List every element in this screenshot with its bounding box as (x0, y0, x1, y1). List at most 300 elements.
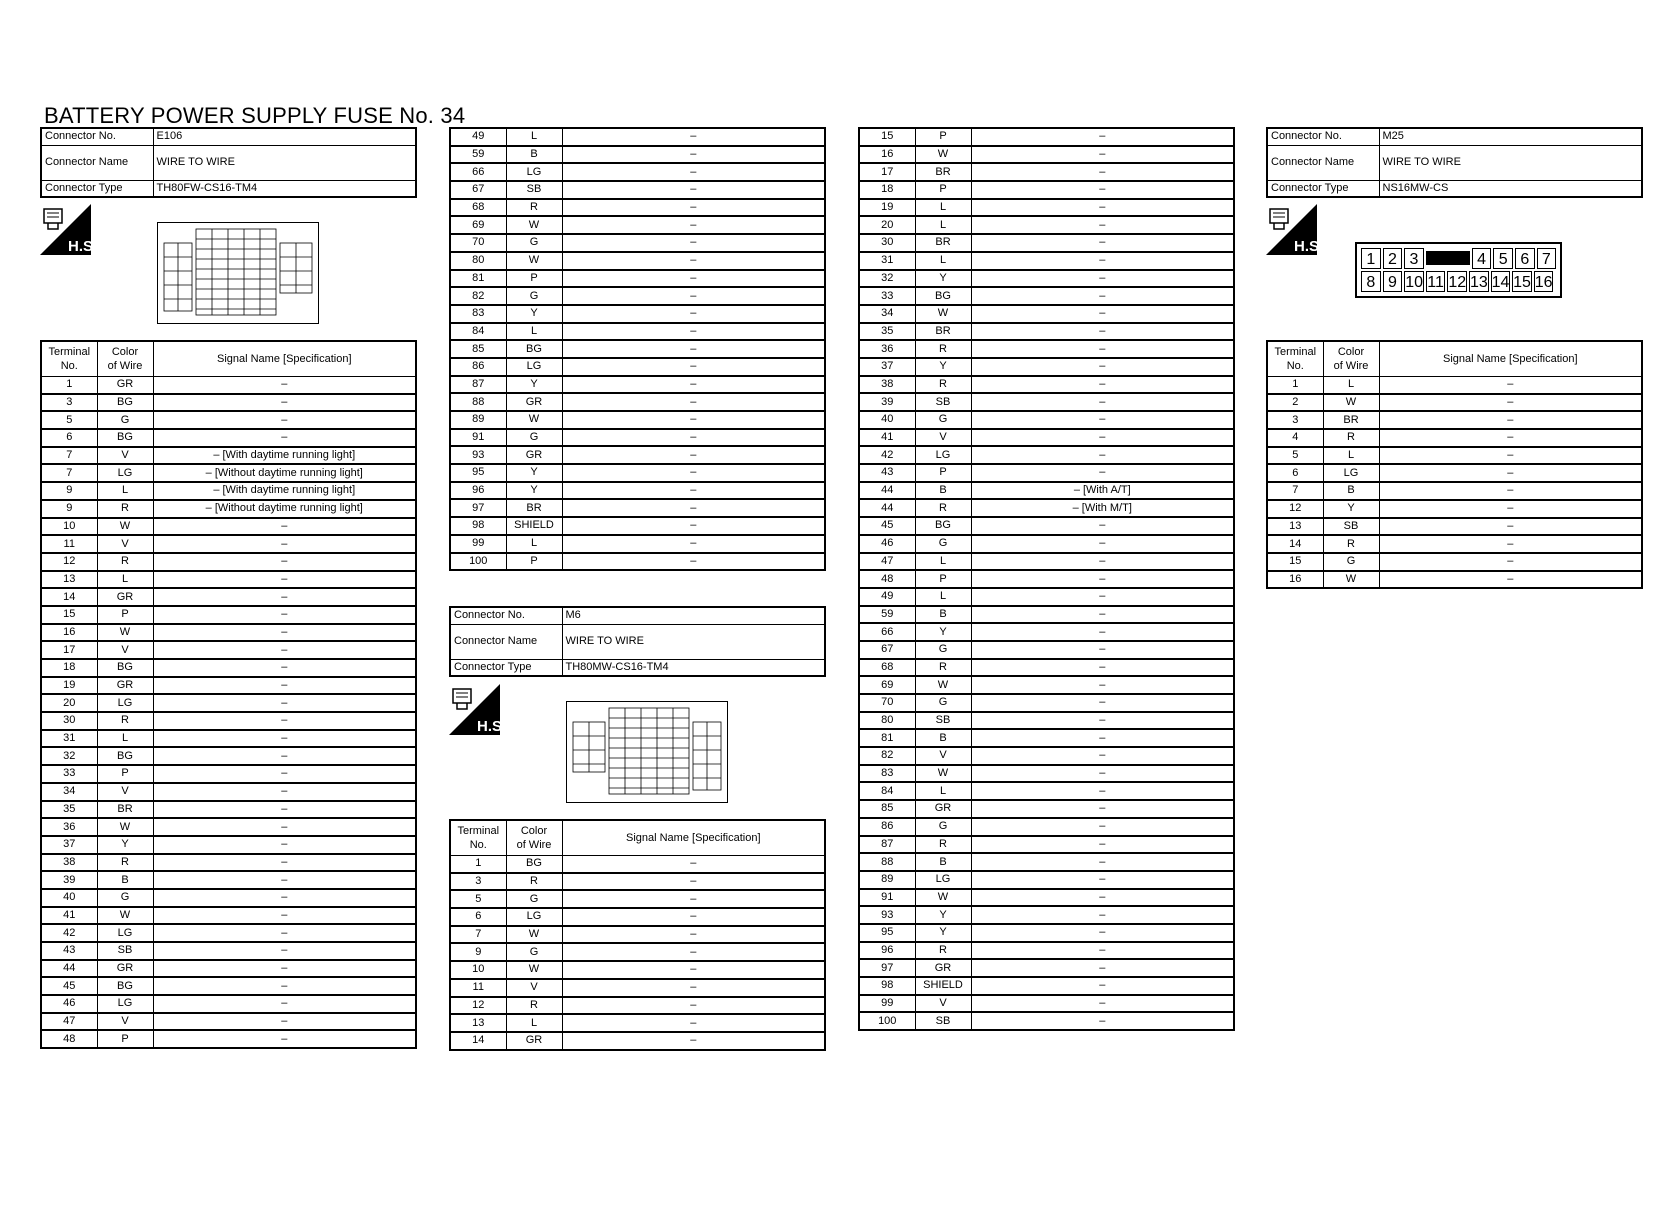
terminal-no-cell: 48 (859, 570, 915, 588)
terminal-no-cell: 89 (859, 871, 915, 889)
terminal-no-cell: 32 (859, 270, 915, 288)
table-row (1267, 447, 1642, 465)
table-row (450, 1032, 825, 1050)
terminal-table-m6-part1 (449, 819, 826, 1051)
terminal-no-cell: 47 (859, 553, 915, 571)
color-of-wire-header: Color of Wire (506, 820, 562, 856)
pin-cell: 12 (1447, 271, 1467, 292)
signal-name-cell: – (1379, 429, 1642, 447)
signal-name-cell: – (971, 163, 1234, 181)
wire-color-cell: R (1323, 429, 1379, 447)
table-row (41, 659, 416, 677)
signal-name-cell: – (971, 906, 1234, 924)
table-row (450, 943, 825, 961)
signal-name-cell: – (1379, 518, 1642, 536)
wire-color-cell: G (1323, 553, 1379, 571)
signal-name-cell: – (971, 818, 1234, 836)
terminal-no-cell: 98 (859, 977, 915, 995)
terminal-no-cell: 49 (450, 128, 506, 146)
table-row (859, 411, 1234, 429)
wire-color-cell: B (915, 853, 971, 871)
table-row (1267, 429, 1642, 447)
terminal-no-cell: 9 (450, 943, 506, 961)
table-row (450, 535, 825, 553)
signal-name-cell: – (971, 1012, 1234, 1030)
signal-name-header: Signal Name [Specification] (153, 341, 416, 377)
wire-color-cell: V (506, 979, 562, 997)
pin-cell: 15 (1512, 271, 1532, 292)
signal-name-cell: – (971, 146, 1234, 164)
terminal-table-m25 (1266, 340, 1643, 589)
hs-label: H.S. (477, 718, 507, 735)
signal-name-cell: – (153, 836, 416, 854)
wire-color-cell: LG (1323, 464, 1379, 482)
table-row (41, 411, 416, 429)
harness-side-icon (40, 204, 98, 256)
table-row (41, 712, 416, 730)
pin-cell: 10 (1404, 271, 1424, 292)
signal-name-cell: – (562, 446, 825, 464)
wire-color-cell: B (506, 146, 562, 164)
terminal-no-cell: 91 (450, 429, 506, 447)
wire-color-cell: P (97, 1030, 153, 1048)
table-row (41, 871, 416, 889)
table-row (450, 429, 825, 447)
pin-cell: 5 (1493, 248, 1513, 269)
wire-color-cell: R (915, 836, 971, 854)
table-row (859, 853, 1234, 871)
signal-name-cell: – (971, 800, 1234, 818)
wire-color-cell: R (915, 659, 971, 677)
terminal-no-cell: 93 (859, 906, 915, 924)
signal-name-cell: – (562, 926, 825, 944)
terminal-no-cell: 17 (859, 163, 915, 181)
wire-color-cell: L (506, 323, 562, 341)
wire-color-cell: W (915, 676, 971, 694)
signal-name-cell: – (971, 570, 1234, 588)
table-row (41, 854, 416, 872)
signal-name-cell: – (971, 676, 1234, 694)
terminal-no-cell: 96 (859, 942, 915, 960)
table-row (450, 181, 825, 199)
table-row (41, 995, 416, 1013)
table-row (859, 836, 1234, 854)
wire-color-cell: W (506, 926, 562, 944)
wire-color-cell: R (97, 854, 153, 872)
signal-name-cell: – (971, 959, 1234, 977)
table-row (859, 216, 1234, 234)
connector-info-e106 (40, 127, 417, 198)
pin-row-top (1360, 247, 1557, 270)
signal-name-cell: – (153, 641, 416, 659)
signal-name-cell: – (971, 729, 1234, 747)
table-row (859, 323, 1234, 341)
wire-color-cell: LG (915, 871, 971, 889)
signal-name-cell: – (971, 464, 1234, 482)
table-row (41, 977, 416, 995)
signal-name-cell: – (562, 890, 825, 908)
table-row (450, 553, 825, 571)
wire-color-cell: BR (915, 234, 971, 252)
signal-name-cell: – [With M/T] (971, 499, 1234, 517)
signal-name-cell: – (562, 128, 825, 146)
terminal-no-cell: 49 (859, 588, 915, 606)
terminal-no-cell: 13 (1267, 518, 1323, 536)
table-row (859, 942, 1234, 960)
table-row (450, 446, 825, 464)
table-row (41, 482, 416, 500)
wire-color-cell: GR (506, 1032, 562, 1050)
wire-color-cell: V (915, 747, 971, 765)
wire-color-cell: L (97, 482, 153, 500)
table-row (450, 961, 825, 979)
wire-color-cell: B (97, 871, 153, 889)
connector-name-value: WIRE TO WIRE (562, 624, 825, 659)
table-row (859, 712, 1234, 730)
terminal-no-cell: 34 (41, 783, 97, 801)
wire-color-cell: G (506, 943, 562, 961)
signal-name-cell: – (153, 783, 416, 801)
wire-color-cell: Y (506, 482, 562, 500)
wire-color-cell: BG (97, 977, 153, 995)
wire-color-cell: Y (915, 358, 971, 376)
wire-color-cell: R (1323, 535, 1379, 553)
table-row (41, 641, 416, 659)
terminal-no-cell: 85 (450, 340, 506, 358)
wire-color-cell: BG (915, 287, 971, 305)
wire-color-cell: R (506, 199, 562, 217)
terminal-no-cell: 1 (1267, 377, 1323, 394)
terminal-no-cell: 95 (859, 924, 915, 942)
wire-color-cell: BG (915, 517, 971, 535)
signal-name-cell: – (971, 836, 1234, 854)
table-row (859, 676, 1234, 694)
signal-name-cell: – (153, 694, 416, 712)
connector-diagram-m6 (566, 701, 728, 803)
connector-no-label: Connector No. (41, 128, 153, 145)
wire-color-cell: R (97, 500, 153, 518)
signal-name-cell: – (971, 234, 1234, 252)
signal-name-cell: – (153, 677, 416, 695)
signal-name-cell: – (1379, 535, 1642, 553)
table-row (1267, 500, 1642, 518)
signal-name-cell: – (153, 1030, 416, 1048)
wire-color-cell: G (97, 411, 153, 429)
wire-color-cell: Y (915, 924, 971, 942)
terminal-no-cell: 30 (859, 234, 915, 252)
signal-name-cell: – (971, 995, 1234, 1013)
wire-color-cell: BG (506, 856, 562, 873)
terminal-no-cell: 88 (859, 853, 915, 871)
pin-cell: 1 (1361, 248, 1381, 269)
signal-name-cell: – (562, 553, 825, 571)
wire-color-cell: GR (915, 959, 971, 977)
terminal-no-cell: 85 (859, 800, 915, 818)
terminal-no-cell: 96 (450, 482, 506, 500)
wire-color-cell: P (915, 181, 971, 199)
wire-color-cell: W (915, 305, 971, 323)
wire-color-cell: G (506, 287, 562, 305)
wire-color-cell: SB (97, 942, 153, 960)
table-row (450, 890, 825, 908)
signal-name-cell: – (562, 270, 825, 288)
table-row (450, 358, 825, 376)
table-row (41, 377, 416, 394)
terminal-no-cell: 3 (450, 873, 506, 891)
wire-color-cell: R (915, 376, 971, 394)
wire-color-cell: Y (1323, 500, 1379, 518)
signal-name-cell: – (971, 712, 1234, 730)
table-row (41, 889, 416, 907)
table-row (41, 429, 416, 447)
table-row (450, 199, 825, 217)
terminal-no-cell: 18 (41, 659, 97, 677)
table-row (41, 801, 416, 819)
table-row (41, 394, 416, 412)
terminal-no-cell: 9 (41, 482, 97, 500)
table-row (1267, 411, 1642, 429)
table-row (41, 907, 416, 925)
wire-color-cell: V (915, 429, 971, 447)
wire-color-cell: W (506, 252, 562, 270)
signal-name-cell: – (1379, 571, 1642, 589)
terminal-no-cell: 82 (450, 287, 506, 305)
wire-color-cell: W (915, 765, 971, 783)
harness-side-icon (1266, 204, 1324, 256)
table-row (41, 553, 416, 571)
terminal-no-cell: 42 (859, 446, 915, 464)
table-row (450, 393, 825, 411)
table-row (859, 128, 1234, 146)
terminal-no-cell: 35 (41, 801, 97, 819)
signal-name-cell: – (971, 924, 1234, 942)
wire-color-cell: W (915, 146, 971, 164)
wire-color-cell: Y (915, 623, 971, 641)
signal-name-cell: – (153, 924, 416, 942)
signal-name-cell: – (153, 377, 416, 394)
signal-name-cell: – (1379, 394, 1642, 412)
wire-color-cell: V (97, 535, 153, 553)
terminal-no-cell: 39 (859, 393, 915, 411)
signal-name-cell: – (562, 1014, 825, 1032)
signal-name-cell: – (562, 340, 825, 358)
terminal-no-cell: 43 (859, 464, 915, 482)
signal-name-cell: – (971, 358, 1234, 376)
terminal-no-cell: 6 (450, 908, 506, 926)
signal-name-cell: – (1379, 500, 1642, 518)
table-row (1267, 377, 1642, 394)
signal-name-cell: – (153, 624, 416, 642)
terminal-no-cell: 30 (41, 712, 97, 730)
wire-color-cell: Y (506, 464, 562, 482)
table-row (450, 997, 825, 1015)
terminal-no-cell: 86 (450, 358, 506, 376)
wire-color-cell: V (97, 783, 153, 801)
wire-color-cell: LG (915, 446, 971, 464)
terminal-no-cell: 81 (450, 270, 506, 288)
table-row (859, 393, 1234, 411)
table-row (859, 995, 1234, 1013)
signal-name-cell: – (971, 376, 1234, 394)
wire-color-cell: B (915, 482, 971, 500)
signal-name-cell: – (153, 889, 416, 907)
table-row (859, 252, 1234, 270)
terminal-no-cell: 68 (450, 199, 506, 217)
table-row (859, 747, 1234, 765)
terminal-no-cell: 11 (41, 535, 97, 553)
wire-color-cell: GR (97, 677, 153, 695)
wire-color-cell: BG (97, 429, 153, 447)
table-row (859, 729, 1234, 747)
terminal-no-cell: 19 (41, 677, 97, 695)
signal-name-cell: – (971, 216, 1234, 234)
terminal-no-cell: 13 (450, 1014, 506, 1032)
wire-color-cell: G (915, 411, 971, 429)
pin-cell: 13 (1469, 271, 1489, 292)
wire-color-cell: P (915, 570, 971, 588)
wire-color-cell: Y (506, 305, 562, 323)
wire-color-cell: L (506, 535, 562, 553)
table-row (41, 500, 416, 518)
wire-color-cell: L (915, 588, 971, 606)
table-row (450, 287, 825, 305)
connector-type-value: TH80FW-CS16-TM4 (153, 180, 416, 197)
wire-color-cell: BR (1323, 411, 1379, 429)
table-row (41, 571, 416, 589)
pin-cell: 8 (1361, 271, 1381, 292)
signal-name-cell: – (971, 553, 1234, 571)
signal-name-cell: – (971, 446, 1234, 464)
signal-name-cell: – (1379, 464, 1642, 482)
terminal-no-cell: 6 (1267, 464, 1323, 482)
signal-name-cell: – (1379, 447, 1642, 465)
terminal-no-cell: 83 (859, 765, 915, 783)
signal-name-cell: – [With daytime running light] (153, 447, 416, 465)
table-row (450, 499, 825, 517)
table-row (450, 270, 825, 288)
wire-color-cell: L (506, 128, 562, 146)
pin-cell: 6 (1515, 248, 1535, 269)
pin-cell: 14 (1491, 271, 1511, 292)
signal-name-cell: – (153, 553, 416, 571)
terminal-no-cell: 39 (41, 871, 97, 889)
hs-label: H.S. (1294, 238, 1324, 255)
table-row (859, 146, 1234, 164)
terminal-no-cell: 99 (859, 995, 915, 1013)
wire-color-cell: W (506, 961, 562, 979)
terminal-no-cell: 38 (859, 376, 915, 394)
pin-row-bottom (1360, 270, 1557, 293)
terminal-no-cell: 2 (1267, 394, 1323, 412)
terminal-no-cell: 87 (450, 376, 506, 394)
table-row (450, 305, 825, 323)
terminal-no-cell: 9 (41, 500, 97, 518)
terminal-no-cell: 12 (1267, 500, 1323, 518)
terminal-no-cell: 31 (859, 252, 915, 270)
terminal-no-cell: 16 (1267, 571, 1323, 589)
wire-color-cell: LG (506, 908, 562, 926)
signal-name-cell: – (971, 181, 1234, 199)
terminal-no-cell: 70 (450, 234, 506, 252)
wire-color-cell: SB (915, 712, 971, 730)
table-row (450, 1014, 825, 1032)
signal-name-cell: – (562, 979, 825, 997)
wire-color-cell: BG (97, 659, 153, 677)
table-row (859, 570, 1234, 588)
table-row (859, 889, 1234, 907)
wire-color-cell: GR (97, 588, 153, 606)
connector-no-label: Connector No. (1267, 128, 1379, 145)
terminal-no-cell: 34 (859, 305, 915, 323)
terminal-no-cell: 84 (859, 782, 915, 800)
wire-color-cell: SB (506, 181, 562, 199)
table-row (41, 942, 416, 960)
table-row (859, 305, 1234, 323)
table-row (450, 856, 825, 873)
terminal-no-cell: 7 (41, 447, 97, 465)
signal-name-cell: – (562, 535, 825, 553)
connector-type-label: Connector Type (450, 659, 562, 676)
terminal-no-cell: 100 (450, 553, 506, 571)
signal-name-cell: – (153, 659, 416, 677)
terminal-table-e106-part1 (40, 340, 417, 1049)
terminal-no-cell: 38 (41, 854, 97, 872)
signal-name-cell: – (562, 464, 825, 482)
connector-diagram-m25 (1355, 242, 1562, 298)
terminal-no-cell: 67 (859, 641, 915, 659)
signal-name-cell: – (153, 871, 416, 889)
connector-name-label: Connector Name (41, 145, 153, 180)
table-row (859, 482, 1234, 500)
wire-color-cell: LG (97, 694, 153, 712)
wire-color-cell: LG (506, 358, 562, 376)
signal-name-cell: – (153, 1013, 416, 1031)
wire-color-cell: P (915, 128, 971, 146)
terminal-no-cell: 44 (41, 960, 97, 978)
terminal-no-cell: 41 (41, 907, 97, 925)
signal-name-cell: – (562, 908, 825, 926)
terminal-no-cell: 67 (450, 181, 506, 199)
signal-name-cell: – (562, 323, 825, 341)
table-row (450, 979, 825, 997)
terminal-no-cell: 4 (1267, 429, 1323, 447)
pin-cell: 11 (1426, 271, 1446, 292)
terminal-no-cell: 97 (450, 499, 506, 517)
table-row (859, 499, 1234, 517)
wire-color-cell: SB (1323, 518, 1379, 536)
signal-name-cell: – (562, 199, 825, 217)
wire-color-cell: G (915, 818, 971, 836)
terminal-no-cell: 66 (450, 163, 506, 181)
signal-name-cell: – (562, 943, 825, 961)
terminal-no-cell: 89 (450, 411, 506, 429)
signal-name-cell: – (562, 181, 825, 199)
wire-color-cell: BG (97, 747, 153, 765)
table-row (450, 517, 825, 535)
table-row (41, 447, 416, 465)
table-row (450, 926, 825, 944)
connector-name-label: Connector Name (1267, 145, 1379, 180)
signal-name-cell: – (153, 854, 416, 872)
terminal-no-cell: 15 (41, 606, 97, 624)
pin-cell: 4 (1472, 248, 1492, 269)
terminal-no-cell: 95 (450, 464, 506, 482)
harness-side-icon (449, 684, 507, 736)
signal-name-cell: – (153, 977, 416, 995)
table-row (859, 535, 1234, 553)
wire-color-cell: G (506, 429, 562, 447)
wire-color-cell: R (915, 340, 971, 358)
